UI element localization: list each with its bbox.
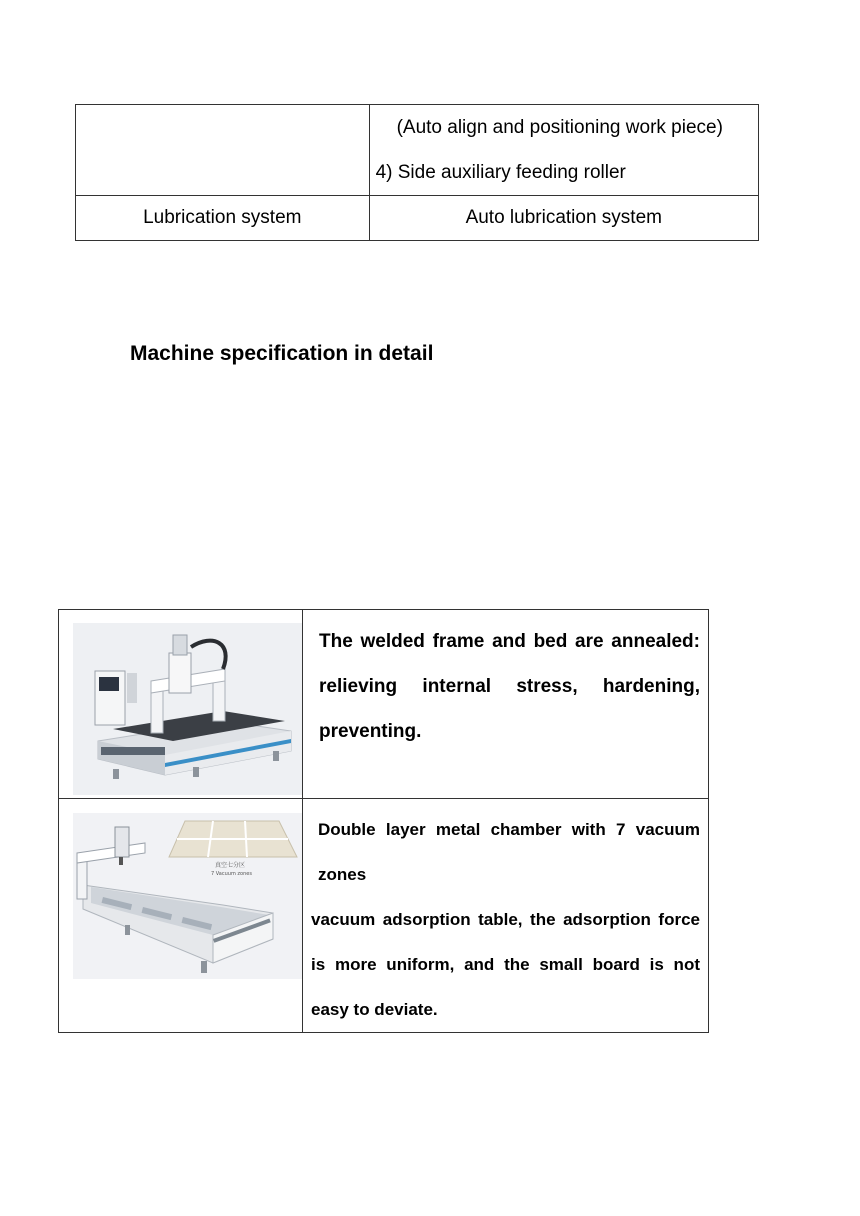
detail-description-heading: Double layer metal chamber with 7 vacuum zones xyxy=(318,820,700,884)
detail-row xyxy=(59,799,709,1033)
detail-image-cell xyxy=(59,799,303,1033)
vacuum-table-machine-image xyxy=(73,813,302,979)
spec-row xyxy=(76,196,759,241)
detail-table xyxy=(58,609,709,1033)
spec-value-line: 4) Side auxiliary feeding roller xyxy=(375,162,626,183)
spec-row xyxy=(76,105,759,196)
spec-label-cell xyxy=(76,105,370,196)
detail-image-cell xyxy=(59,610,303,799)
detail-description: The welded frame and bed are annealed: relieving internal stress, hardening, preventing. xyxy=(319,631,700,742)
detail-text-cell xyxy=(303,799,709,1033)
spec-value-cell: Auto lubrication system xyxy=(369,196,758,241)
spec-label-cell: Lubrication system xyxy=(76,196,370,241)
detail-text-cell xyxy=(303,610,709,799)
inset-caption-cn: 真空七分区 xyxy=(215,862,246,869)
cnc-router-machine-image xyxy=(73,623,302,795)
inset-caption-en: 7 Vacuum zones xyxy=(211,871,252,877)
spec-value-cell xyxy=(369,105,758,196)
detail-row xyxy=(59,610,709,799)
spec-value-line: (Auto align and positioning work piece) xyxy=(396,117,723,138)
spec-table xyxy=(75,104,759,241)
section-title: Machine specification in detail xyxy=(130,342,434,365)
detail-description: vacuum adsorption table, the adsorption force is more uniform, and the small board is not easy to deviate. xyxy=(311,910,700,1019)
